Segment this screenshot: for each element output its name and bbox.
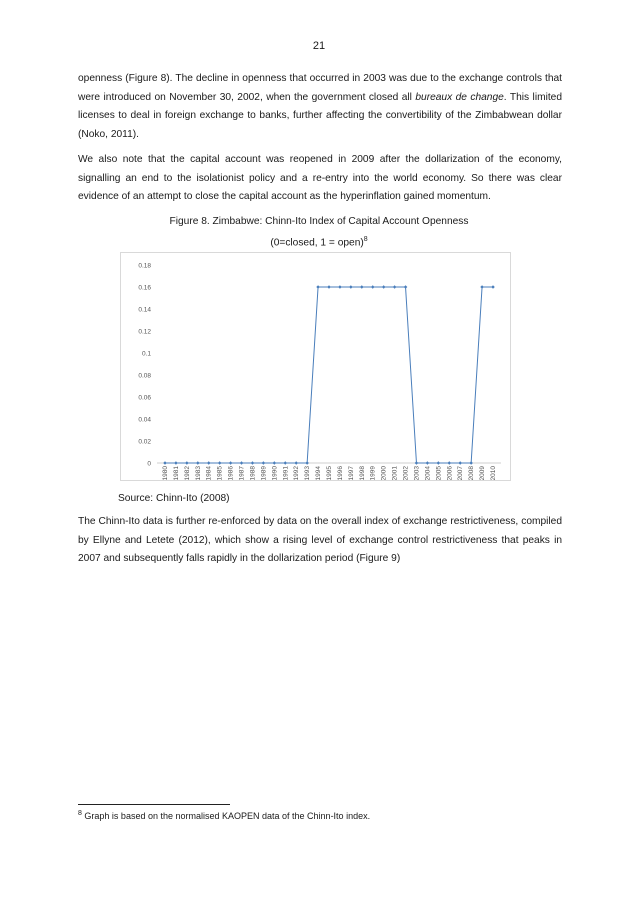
x-tick-label: 2006	[446, 466, 454, 480]
data-point	[447, 461, 451, 465]
footnote-text: Graph is based on the normalised KAOPEN data of the Chinn-Ito index.	[84, 811, 371, 821]
x-tick-label: 1991	[282, 466, 290, 480]
data-point	[469, 461, 473, 465]
data-point	[207, 461, 211, 465]
y-tick-label: 0.12	[138, 328, 151, 336]
x-tick-label: 1992	[293, 466, 301, 480]
data-point	[262, 461, 266, 465]
data-point	[185, 461, 189, 465]
y-tick-label: 0.08	[138, 372, 151, 380]
paragraph-1-part-a: openness (Figure 8). The decline in openness that occurred in 2003 was due to the exchange controls that were introduced on November 30, 2002, when the government closed all	[78, 73, 562, 103]
y-tick-label: 0.14	[138, 306, 151, 314]
data-point	[458, 461, 462, 465]
x-tick-label: 2002	[402, 466, 410, 480]
x-tick-label: 1982	[183, 466, 191, 480]
data-point	[426, 461, 430, 465]
paragraph-1	[78, 70, 562, 144]
data-point	[163, 461, 167, 465]
x-tick-label: 1996	[336, 466, 344, 480]
data-point	[273, 461, 277, 465]
data-point	[437, 461, 441, 465]
x-tick-label: 1999	[369, 466, 377, 480]
figure-caption-line-1: Figure 8. Zimbabwe: Chinn-Ito Index of Capital Account Openness	[169, 216, 469, 227]
data-point	[283, 461, 287, 465]
x-tick-label: 2004	[424, 466, 432, 480]
data-point	[218, 461, 222, 465]
x-tick-label: 1994	[315, 466, 323, 480]
y-tick-label: 0	[147, 460, 151, 468]
x-tick-label: 1987	[238, 466, 246, 480]
data-point	[393, 285, 397, 289]
x-tick-label: 1985	[216, 466, 224, 480]
data-point	[196, 461, 200, 465]
y-tick-label: 0.04	[138, 416, 151, 424]
paragraph-1-part-b: . This limited licenses to deal in foreign exchange to banks, further affecting the convertibility of the Zimbabwean dollar (Noko, 2011).	[78, 91, 562, 140]
data-point	[174, 461, 178, 465]
x-tick-label: 1998	[358, 466, 366, 480]
x-tick-label: 2008	[468, 466, 476, 480]
x-tick-label: 2005	[435, 466, 443, 480]
data-point	[480, 285, 484, 289]
footnote	[78, 810, 562, 821]
data-point	[305, 461, 309, 465]
x-tick-label: 1986	[227, 466, 235, 480]
paragraph-3: The Chinn-Ito data is further re-enforced by data on the overall index of exchange restrictiveness, compiled by Ellyne and Letete (2012), which show a rising level of exchange control restrictiveness that peaks in 2007 and subsequently falls rapidly in the dollarization period (Figure 9)	[78, 516, 562, 564]
x-tick-label: 2009	[479, 466, 487, 480]
figure-footnote-mark: 8	[363, 235, 368, 243]
x-tick-label: 1981	[172, 466, 180, 480]
data-point	[404, 285, 408, 289]
x-tick-label: 1983	[194, 466, 202, 480]
y-tick-label: 0.02	[138, 438, 151, 446]
chinn-ito-line-chart	[121, 253, 510, 480]
data-point	[371, 285, 375, 289]
data-point	[360, 285, 364, 289]
page-number: 21	[312, 40, 326, 52]
y-tick-label: 0.18	[138, 262, 151, 270]
data-point	[382, 285, 386, 289]
x-tick-label: 1980	[162, 466, 169, 480]
y-tick-label: 0.1	[141, 350, 151, 358]
chart-container	[120, 252, 511, 481]
paragraph-2: We also note that the capital account was reopened in 2009 after the dollarization of the economy, signalling an end to the isolationist policy and a re-entry into the world economy. So there was clear evidence of an attempt to close the capital account as the hyperinflation gained momentum.	[78, 154, 562, 202]
figure-caption-line-2-text: (0=closed, 1 = open)	[270, 236, 364, 248]
data-point	[349, 285, 353, 289]
x-tick-label: 1993	[304, 466, 312, 480]
data-point	[491, 285, 495, 289]
data-point	[415, 461, 419, 465]
data-point	[240, 461, 244, 465]
figure-caption-line-2	[0, 231, 638, 252]
x-tick-label: 1988	[249, 466, 257, 480]
data-point	[316, 285, 320, 289]
y-tick-label: 0.06	[138, 394, 151, 402]
x-tick-label: 2000	[380, 466, 388, 480]
x-tick-label: 2007	[457, 466, 465, 480]
x-tick-label: 1997	[347, 466, 355, 480]
footnote-rule	[78, 804, 230, 805]
data-point	[294, 461, 298, 465]
x-tick-label: 1989	[260, 466, 268, 480]
data-point	[327, 285, 331, 289]
series-line	[165, 287, 493, 463]
y-tick-label: 0.16	[138, 284, 151, 292]
data-point	[229, 461, 233, 465]
x-tick-label: 2001	[391, 466, 399, 480]
paragraph-1-italic: bureaux de change	[415, 91, 504, 103]
x-tick-label: 2010	[490, 466, 497, 480]
data-point	[251, 461, 255, 465]
x-tick-label: 2003	[413, 466, 421, 480]
figure-caption	[0, 213, 638, 251]
data-point	[338, 285, 342, 289]
x-tick-label: 1984	[205, 466, 213, 480]
x-tick-label: 1990	[271, 466, 279, 480]
figure-source: Source: Chinn-Ito (2008)	[118, 493, 230, 504]
footnote-mark: 8	[78, 810, 82, 817]
x-tick-label: 1995	[326, 466, 333, 480]
